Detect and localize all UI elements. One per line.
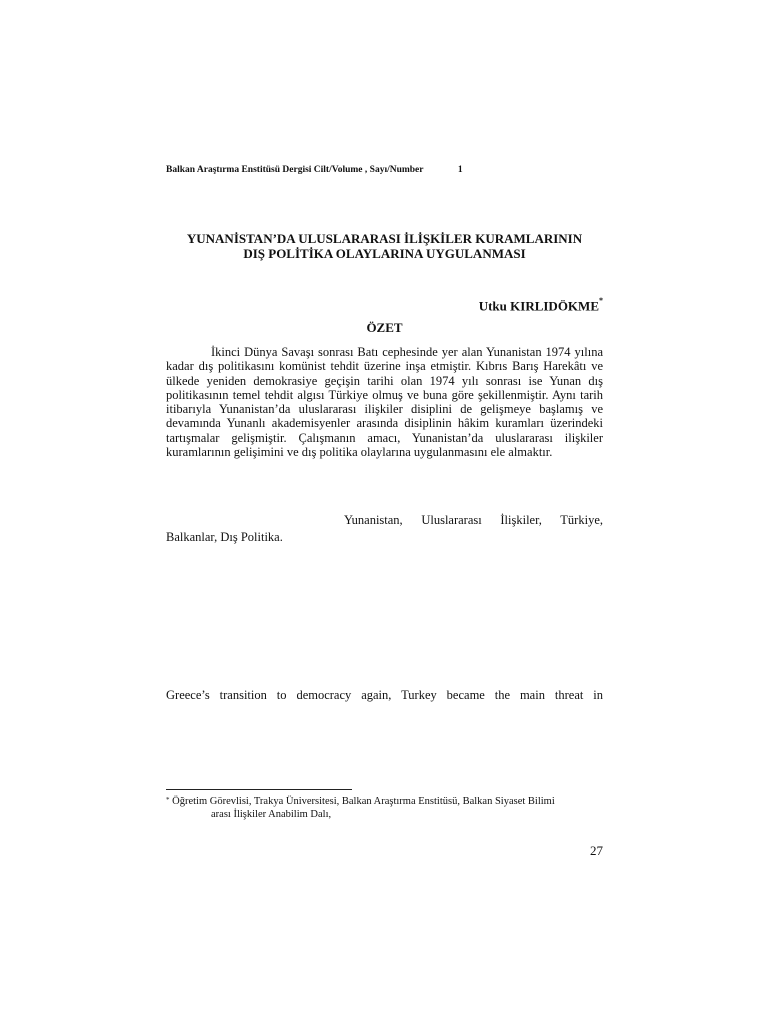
keywords: Yunanistan, Uluslararası İlişkiler, Türkiye, Balkanlar, Dış Politika.	[166, 513, 603, 544]
issue-number: 1	[457, 165, 463, 175]
journal-name: Balkan Araştırma Enstitüsü Dergisi Cilt/Volume	[166, 165, 363, 175]
author-footnote-mark: *	[599, 296, 603, 305]
footnote	[166, 795, 603, 821]
english-text-fragment: Greece’s transition to democracy again, Turkey became the main threat in	[166, 688, 603, 702]
title-line-2: DIŞ POLİTİKA OLAYLARINA UYGULANMASI	[243, 246, 526, 261]
footnote-divider	[166, 789, 352, 790]
footnote-mark: *	[166, 796, 170, 804]
title-line-1: YUNANİSTAN’DA ULUSLARARASI İLİŞKİLER KURAMLARININ	[186, 231, 583, 246]
running-header	[166, 165, 606, 175]
footnote-line-2: arası İlişkiler Anabilim Dalı,	[211, 809, 332, 820]
issue-label: , Sayı/Number	[364, 165, 424, 175]
page-number: 27	[590, 843, 603, 858]
author-byline	[479, 298, 603, 314]
footnote-text-1: Öğretim Görevlisi, Trakya Üniversitesi, Balkan Araştırma Enstitüsü, Balkan Siyaset Bilimi	[172, 796, 555, 807]
article-title	[166, 231, 603, 261]
author-name: Utku KIRLIDÖKME	[478, 298, 599, 314]
abstract-body: İkinci Dünya Savaşı sonrası Batı cephesinde yer alan Yunanistan 1974 yılına kadar dış politikasını komünist tehdit üzerine inşa etmiştir. Kıbrıs Barış Harekâtı ve ülkede yeniden demokrasiye geçişin tarihi olan 1974 yılı sonrası ise Yunan dış politikasının temel tehdit algısı Türkiye olmuş ve buna göre şekillenmiştir. Aynı tarih itibarıyla Yunanistan’da uluslararası ilişkiler disiplini de gelişmeye başlamış ve devamında Yunanlı akademisyenler arasında disiplinin hâkim kuramları üzerindeki tartışmalar gelişmiştir. Çalışmanın amacı, Yunanistan’da uluslararası ilişkiler kuramlarının gelişimini ve dış politika olaylarına uygulanmasını ele almaktır.	[166, 345, 603, 460]
footnote-line-1	[166, 795, 603, 808]
abstract-heading: ÖZET	[366, 320, 403, 335]
